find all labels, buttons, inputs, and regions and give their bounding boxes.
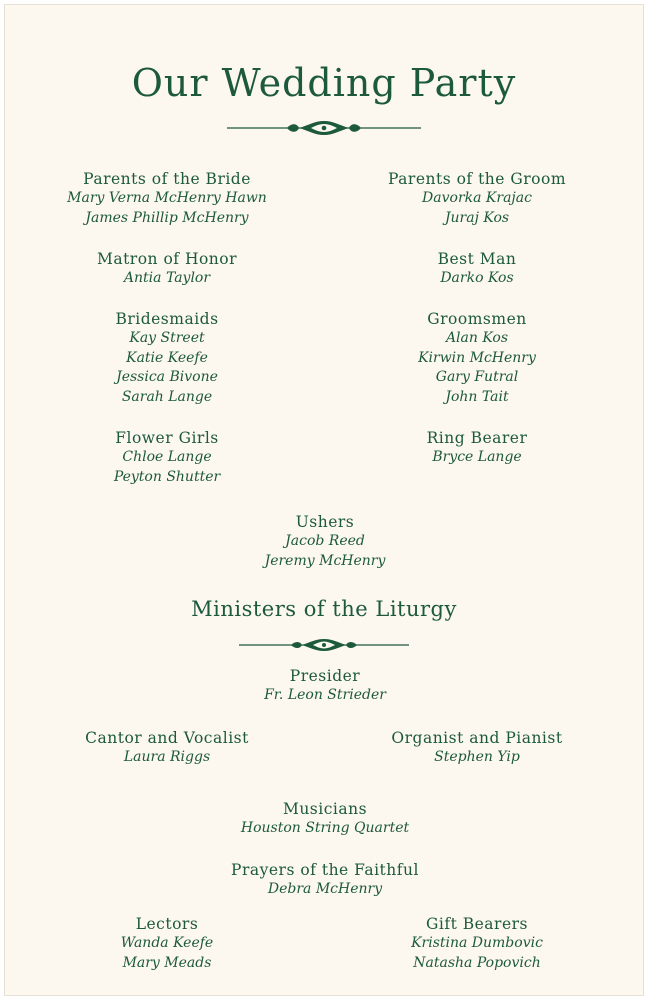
person-name: Jeremy McHenry — [264, 552, 386, 569]
section-heading: Organist and Pianist — [391, 729, 563, 747]
presider-section — [125, 666, 525, 706]
section-heading: Lectors — [135, 915, 199, 933]
section-heading: Musicians — [282, 800, 368, 818]
person-name: Alan Kos — [445, 330, 509, 346]
person-name: Darko Kos — [440, 270, 514, 286]
person-name: James Phillip McHenry — [85, 209, 249, 226]
person-name: Sarah Lange — [121, 388, 213, 405]
person-name: Natasha Popovich — [413, 954, 541, 971]
person-name: Gary Futral — [435, 369, 519, 385]
person-name: Wanda Keefe — [120, 935, 214, 951]
person-name: Kay Street — [129, 330, 205, 346]
person-name: Fr. Leon Strieder — [264, 687, 386, 703]
person-name: Antia Taylor — [123, 270, 211, 286]
parents-of-groom-section — [337, 169, 617, 228]
person-name: Jacob Reed — [285, 533, 365, 549]
ornament-divider-icon — [239, 635, 409, 655]
person-name: Mary Meads — [122, 954, 212, 971]
prayers-section — [125, 860, 525, 900]
lectors-section — [27, 914, 307, 973]
organist-section — [337, 728, 617, 768]
parents-of-bride-section — [27, 169, 307, 228]
section-heading: Best Man — [437, 250, 517, 268]
ministers-title: Ministers of the Liturgy — [191, 597, 457, 621]
matron-of-honor-section — [27, 249, 307, 289]
gift-bearers-section — [337, 914, 617, 973]
person-name: Mary Verna McHenry Hawn — [67, 190, 267, 206]
section-heading: Matron of Honor — [96, 250, 238, 268]
section-heading: Ushers — [295, 513, 355, 531]
person-name: Bryce Lange — [432, 449, 522, 465]
page-title: Our Wedding Party — [131, 61, 517, 105]
person-name: Laura Riggs — [123, 749, 211, 765]
section-heading: Cantor and Vocalist — [85, 729, 249, 747]
person-name: Houston String Quartet — [240, 820, 410, 836]
section-heading: Bridesmaids — [115, 310, 219, 328]
person-name: Jessica Bivone — [116, 369, 218, 385]
section-heading: Parents of the Bride — [83, 170, 251, 188]
person-name: Kristina Dumbovic — [411, 935, 543, 951]
ushers-section — [125, 512, 525, 571]
bridesmaids-section — [27, 309, 307, 407]
person-name: Peyton Shutter — [113, 468, 221, 485]
section-heading: Ring Bearer — [426, 429, 528, 447]
person-name: John Tait — [445, 388, 509, 405]
musicians-section — [125, 799, 525, 839]
ornament-divider-icon — [227, 117, 421, 139]
person-name: Kirwin McHenry — [418, 349, 536, 366]
person-name: Chloe Lange — [122, 449, 212, 465]
section-heading: Groomsmen — [427, 310, 527, 328]
program-page — [4, 4, 644, 996]
person-name: Katie Keefe — [126, 349, 208, 366]
section-heading: Presider — [289, 667, 361, 685]
ring-bearer-section — [337, 428, 617, 468]
cantor-section — [27, 728, 307, 768]
section-heading: Prayers of the Faithful — [231, 861, 419, 879]
section-heading: Flower Girls — [115, 429, 219, 447]
person-name: Stephen Yip — [434, 749, 520, 765]
section-heading: Parents of the Groom — [387, 170, 567, 188]
groomsmen-section — [337, 309, 617, 407]
section-heading: Gift Bearers — [426, 915, 528, 933]
flower-girls-section — [27, 428, 307, 487]
person-name: Davorka Krajac — [422, 190, 532, 206]
person-name: Debra McHenry — [267, 881, 383, 897]
best-man-section — [337, 249, 617, 289]
person-name: Juraj Kos — [444, 209, 510, 226]
